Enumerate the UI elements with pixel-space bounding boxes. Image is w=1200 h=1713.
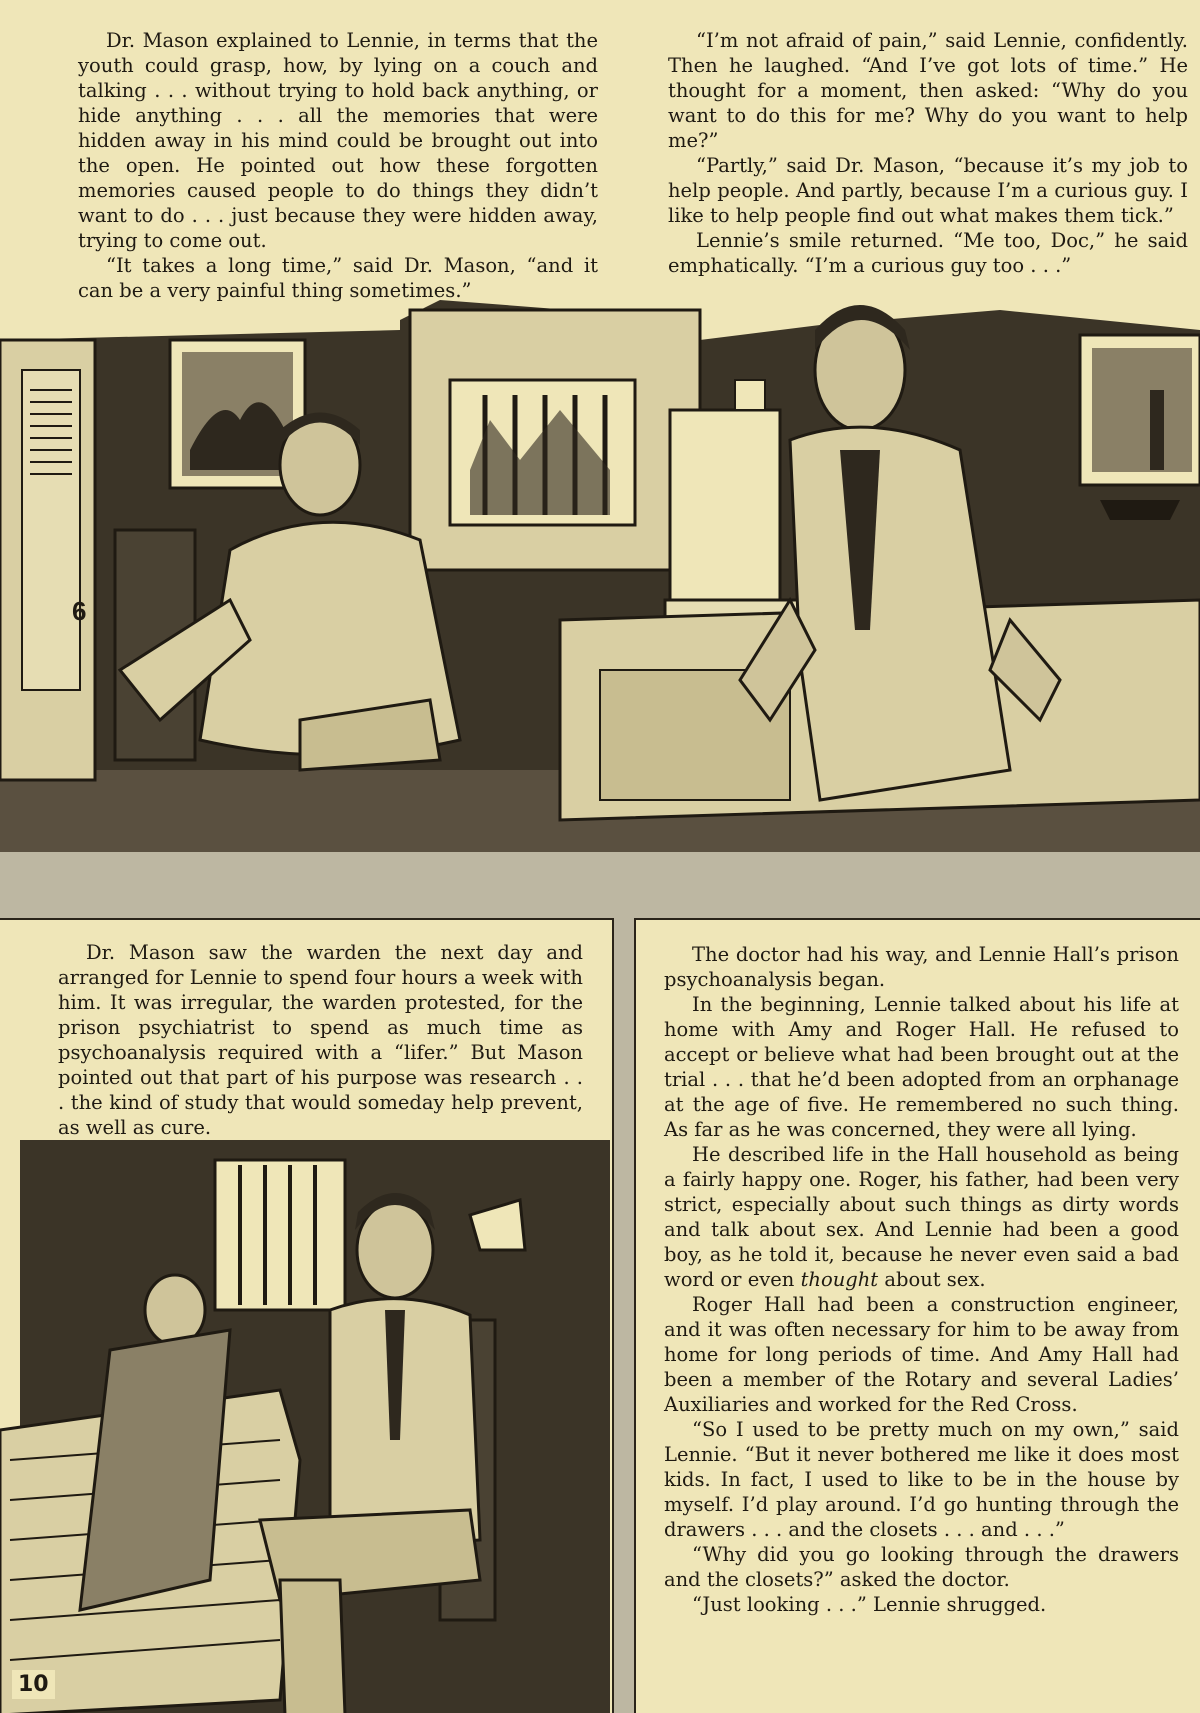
- bottom-left-panel: [0, 918, 614, 1713]
- barred-window: [410, 310, 700, 570]
- office-scene-illustration: [0, 300, 1200, 852]
- couch-session-illustration: [0, 1140, 612, 1713]
- top-left-text-block: [78, 28, 598, 303]
- paragraph: In the beginning, Lennie talked about his life at home with Amy and Roger Hall. He refused to accept or believe what had been brought out at the trial . . . that he’d been adopted from an orphanage at the age of five. He remembered no such thing. As far as he was concerned, they were all lying.: [664, 993, 1179, 1141]
- top-panel: [0, 0, 1200, 852]
- paragraph: Lennie’s smile returned. “Me too, Doc,” he said emphatically. “I’m a curious guy too . . .”: [668, 229, 1188, 277]
- paragraph: “It takes a long time,” said Dr. Mason, “and it can be a very painful thing sometimes.”: [78, 254, 598, 302]
- paragraph: Dr. Mason saw the warden the next day and arranged for Lennie to spend four hours a week with him. It was irregular, the warden protested, for the prison psychiatrist to spend as much time as psychoanalysis required with a “lifer.” But Mason pointed out that part of his purpose was research . . . the kind of study that would someday help prevent, as well as cure.: [58, 941, 583, 1139]
- paragraph: Dr. Mason explained to Lennie, in terms that the youth could grasp, how, by lying on a couch and talking . . . without trying to hold back anything, or hide anything . . . all the memories that were hidden away in his mind could be brought out into the open. He pointed out how these forgotten memories caused people to do things they didn’t want to do . . . just because they were hidden away, trying to come out.: [78, 29, 598, 252]
- paragraph: The doctor had his way, and Lennie Hall’s prison psychoanalysis began.: [664, 943, 1179, 991]
- paragraph: “So I used to be pretty much on my own,” said Lennie. “But it never bothered me like it does most kids. In fact, I used to like to be in the house by myself. I’d play around. I’d go hunting through the drawers . . . and the closets . . . and . . .”: [664, 1418, 1179, 1541]
- bottom-right-panel: [634, 918, 1200, 1713]
- paragraph: “I’m not afraid of pain,” said Lennie, confidently. Then he laughed. “And I’ve got lots of time.” He thought for a moment, then asked: “Why do you want to do this for me? Why do you want to help me?”: [668, 29, 1188, 152]
- paragraph-text: about sex.: [878, 1268, 986, 1291]
- paragraph: [664, 1142, 1179, 1292]
- paragraph: “Just looking . . .” Lennie shrugged.: [692, 1593, 1047, 1616]
- bottom-right-text-block: [664, 942, 1179, 1617]
- emphasized-word: thought: [800, 1268, 879, 1291]
- top-right-text-block: [668, 28, 1188, 278]
- bottom-left-text-block: [58, 940, 583, 1140]
- cabinet: [0, 340, 95, 780]
- page-number: 10: [12, 1670, 55, 1699]
- paragraph: Roger Hall had been a construction engineer, and it was often necessary for him to be away from home for long periods of time. And Amy Hall had been a member of the Rotary and several Ladies’ Auxiliaries and worked for the Red Cross.: [664, 1293, 1179, 1416]
- barred-window: [215, 1160, 345, 1310]
- paragraph: “Partly,” said Dr. Mason, “because it’s my job to help people. And partly, because I’m a curious guy. I like to help people find out what makes them tick.”: [668, 154, 1188, 227]
- paragraph: “Why did you go looking through the drawers and the closets?” asked the doctor.: [664, 1543, 1179, 1591]
- cabinet-number: 6: [72, 596, 87, 626]
- paragraph-text: He described life in the Hall household as being a fairly happy one. Roger, his father, had been very strict, especially about such things as dirty words and talk about sex. And Lennie had been a good boy, as he told it, because he never even said a bad word or even: [664, 1143, 1179, 1291]
